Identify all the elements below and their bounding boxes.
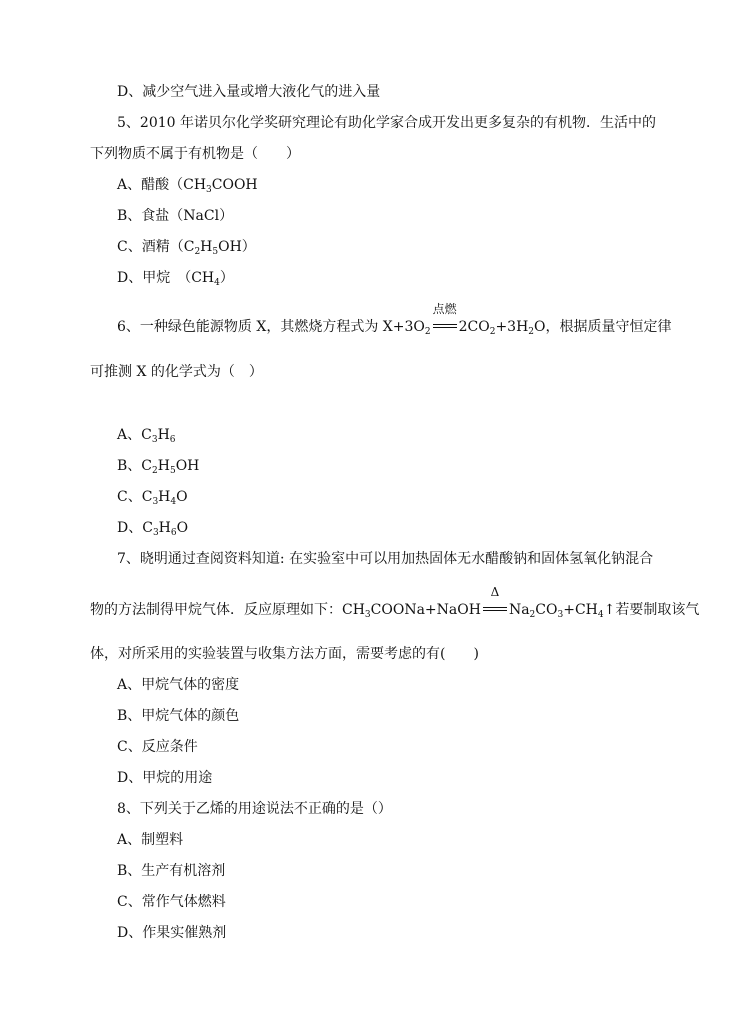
q7-stem-line1: 7、晓明通过查阅资料知道: 在实验室中可以用加热固体无水醋酸钠和固体氢氧化钠混合 <box>117 551 654 567</box>
q5-stem-line1: 5、2010 年诺贝尔化学奖研究理论有助化学家合成开发出更多复杂的有机物．生活中的 <box>117 115 656 131</box>
q8-stem: 8、下列关于乙烯的用途说法不正确的是（） <box>117 801 392 817</box>
q8-option-d: D、作果实催熟剂 <box>117 925 227 941</box>
q8-option-b: B、生产有机溶剂 <box>117 863 226 879</box>
q4-option-d: D、减少空气进入量或增大液化气的进入量 <box>117 84 381 100</box>
q6-option-b: B、$C_2H_5OH$ <box>117 458 200 476</box>
q7-option-a: A、甲烷气体的密度 <box>117 677 240 693</box>
q7-option-c: C、反应条件 <box>117 739 198 755</box>
q7-option-d: D、甲烷的用途 <box>117 770 213 786</box>
q5-option-d: D、甲烷 $(CH_4)$ <box>117 270 234 288</box>
q5-option-b: B、食盐（NaCl） <box>117 208 234 224</box>
q6-option-d: D、$C_3H_6O$ <box>117 520 189 538</box>
q7-stem-line2: 物的方法制得甲烷气体．反应原理如下：$CH_3COONa+NaOH$ Δ $Na_2CO_3+CH_4↑$若要制取该气 <box>90 585 700 620</box>
reaction-condition-ignite: 点燃 <box>431 315 459 333</box>
q6-option-c: C、$C_3H_4O$ <box>117 489 188 507</box>
reaction-condition-heat: Δ <box>481 598 509 616</box>
q6-stem-line1: 6、一种绿色能源物质 X，其燃烧方程式为 $X+3O_2$ 点燃 $2CO_2+3H_2O$，根据质量守恒定律 <box>117 302 672 337</box>
q7-stem-line3: 体，对所采用的实验装置与收集方法方面，需要考虑的有( ) <box>90 646 479 662</box>
q8-option-a: A、制塑料 <box>117 832 184 848</box>
q7-option-b: B、甲烷气体的颜色 <box>117 708 240 724</box>
q5-stem-line2: 下列物质不属于有机物是（ ） <box>90 146 300 162</box>
q5-option-c: C、酒精$(C_2H_5OH)$ <box>117 239 256 257</box>
q6-option-a: A、$C_3H_6$ <box>117 427 176 445</box>
q8-option-c: C、常作气体燃料 <box>117 894 226 910</box>
q6-stem-line2: 可推测 X 的化学式为（ ） <box>90 364 263 380</box>
q5-option-a: A、醋酸（$CH_3COOH$ <box>117 177 258 195</box>
